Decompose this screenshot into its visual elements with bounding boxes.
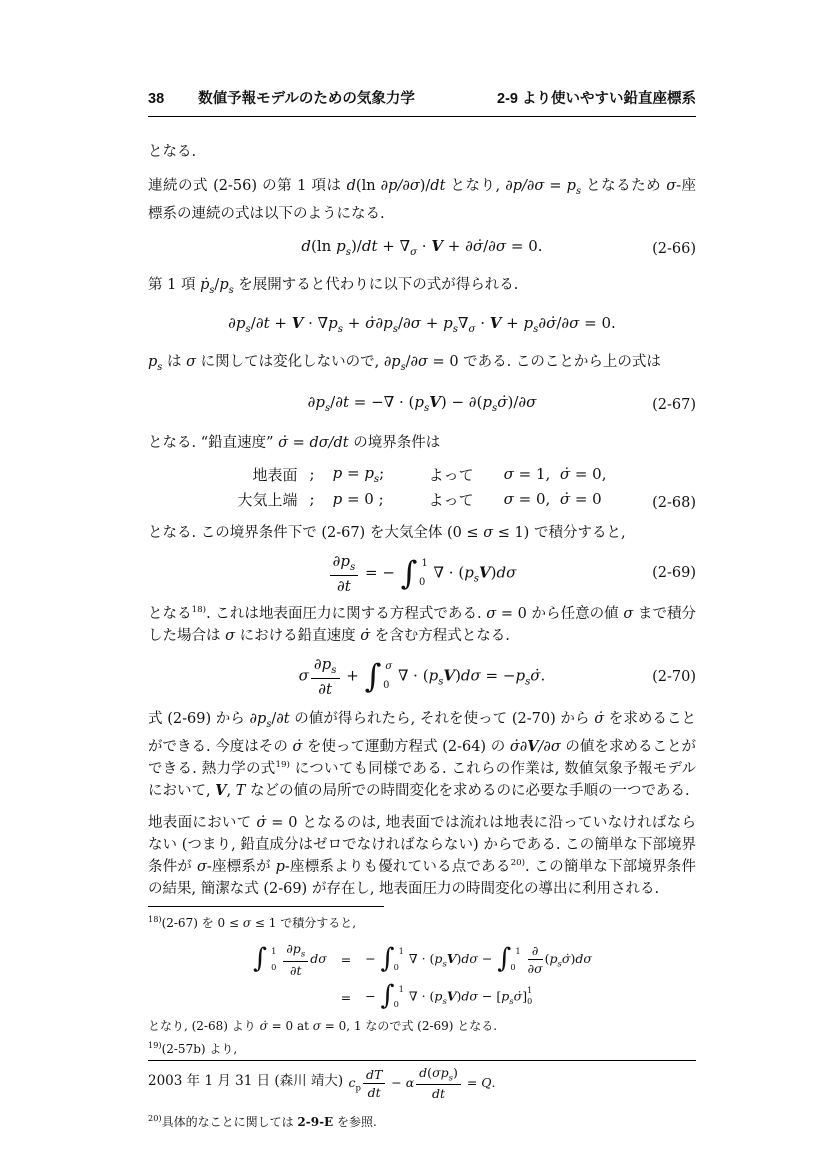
equation-body: d(ln $p_s)/dt + \nabla_\sigma \cdot V$ + ∂σ̇/∂σ = 0.	[301, 236, 543, 258]
equation-rhs: − ∫ 1 0 ∇ · $(p_sV)d\sigma$ − ∫ 1 0 ∂ ∂σ $(p_s\sigmȧ)d\sigma$	[365, 942, 592, 976]
footnote-marker: 18)	[148, 914, 162, 925]
boundary-label: 大気上端	[237, 490, 298, 509]
paragraph-continuity-intro: 連続の式 (2-56) の第 1 項は d(ln ∂p/∂σ)/dt となり, $\partial p/\partial\sigma = p_s$ となるため σ-座標系の連続の式は以下のようになる.	[148, 178, 697, 222]
equation-row	[252, 938, 592, 981]
equation-2-68	[148, 462, 696, 512]
connective: よって	[428, 490, 474, 509]
footnote-marker: 19)	[148, 1039, 162, 1050]
equation-lhs: ∫ 1 0 $\frac{\partial p_s}{\partial t}$ dσ	[253, 941, 327, 978]
header-left-title: 数値予報モデルのための気象力学	[198, 91, 415, 107]
footnote-18-equation	[252, 938, 592, 1015]
equation-number: (2-70)	[652, 668, 696, 685]
boundary-label: 地表面	[252, 465, 298, 484]
boundary-row-top	[238, 487, 607, 512]
equation-row	[252, 981, 592, 1015]
page-header	[148, 90, 696, 117]
equation-2-66	[148, 235, 696, 264]
paragraph-boundary-intro: となる. “鉛直速度” σ̇ = dσ/dt の境界条件は	[148, 434, 441, 451]
footnote-rule	[148, 906, 384, 907]
footer-date: 2003 年 1 月 31 日 (森川 靖大)	[148, 1073, 344, 1089]
equation-number: (2-69)	[652, 565, 696, 582]
paragraph-surface-pressure: となる$^{18)}$. これは地表面圧力に関する方程式である. σ = 0 から任意の値 σ まで積分した場合は σ における鉛直速度 σ̇ を含む方程式となる.	[148, 605, 697, 644]
equation-body: $\partial p_s/\partial t$ = −∇ · $(p_sV)$ − $\partial(p_s\sigmȧ)/\partial\sigma$	[307, 392, 537, 414]
equation-number: (2-68)	[652, 494, 696, 511]
equation-expanded	[148, 312, 696, 341]
boundary-result: σ = 0, σ̇ = 0	[503, 490, 602, 509]
boundary-result: σ = 1, σ̇ = 0,	[503, 465, 607, 484]
page-footer	[148, 1060, 696, 1089]
footnote-20	[148, 1109, 696, 1132]
equation-body: $\frac{\partial p_s}{\partial t}$ = − ∫ 1 0 ∇ · $(p_sV)d\sigma$	[148, 552, 696, 595]
footnote-18	[148, 910, 696, 1036]
footnote-18-tail: となり, (2-68) より σ̇ = 0 at σ = 0, 1 なので式 (2-69) となる.	[148, 1018, 498, 1033]
boundary-row-surface	[238, 462, 607, 487]
page-number: 38	[148, 91, 165, 107]
footnote-19-equation: $c_p$ $\frac{dT}{dt}$ − α $d(\sigma p_s)$ dt = Q.	[348, 1064, 496, 1102]
equation-2-69	[148, 552, 696, 595]
separator: ;	[309, 490, 315, 509]
equation-rhs: − ∫ 1 0 ∇ · $(p_sV)d\sigma$ − $[p_s\sigmȧ]$ 1 0	[365, 980, 533, 1012]
header-right-title: 2-9 より使いやすい鉛直座標系	[497, 91, 696, 107]
footnote-text: (2-57b) より,	[161, 1041, 238, 1056]
footnote-text: (2-67) を 0 ≤ σ ≤ 1 で積分すると,	[161, 916, 357, 931]
paragraph-lower-boundary: 地表面において σ̇ = 0 となるのは, 地表面では流れは地表に沿っていなければならない (つまり, 鉛直成分はゼロでなければならない) からである. この簡単な下部境界条件が σ-座標系が p-座標系よりも優れている点である$^{20)}$. この簡単な下部境界条件の結果, 簡潔な式 (2-69) が存在し, 地表面圧力の時間変化の導出に利用される.	[148, 815, 697, 898]
equation-number: (2-66)	[652, 241, 696, 258]
equation-number: (2-67)	[652, 397, 696, 414]
equals-sign: =	[340, 990, 352, 1006]
boundary-conditions-table	[238, 462, 607, 512]
boundary-condition: p = 0 ;	[332, 490, 384, 509]
equation-2-70	[148, 655, 696, 698]
paragraph-procedure: 式 (2-69) から $\partial p_s/\partial t$ の値が得られたら, それを使って (2-70) から σ̇ を求めることができる. 今度はその σ̇ を使って運動方程式 (2-64) の σ̇∂V/∂σ の値を求めることができる. 熱力学の式$^{19)}$ についても同様である. これらの作業は, 数値気象予報モデルにおいて, V, T などの値の局所での時間変化を求めるのに必要な手順の一つである.	[148, 711, 697, 800]
equation-2-67	[148, 391, 696, 420]
text-column	[148, 90, 696, 1132]
paragraph-ps-constant: $p_s$ は σ に関しては変化しないので, $\partial p_s/\partial\sigma = 0$ である. このことから上の式は	[148, 353, 661, 373]
boundary-condition: $p = p_s$;	[332, 463, 385, 485]
paragraph-integrate-intro: となる. この境界条件下で (2-67) を大気全体 (0 ≤ σ ≤ 1) で積分すると,	[148, 524, 626, 541]
equation-body: $\partial p_s/\partial t + V \cdot \nabla p_s$ + $\sigmȧ\partial p_s/\partial\sigma + p_s\nabla_\sigma \cdot V$ + $p_s\partial\sigmȧ/\partial\sigma = 0$.	[228, 313, 616, 335]
equals-sign: =	[340, 951, 352, 967]
paragraph-expand-term: 第 1 項 $ṗ_s/p_s$ を展開すると代わりに以下の式が得られる.	[148, 276, 519, 296]
footnote-text: 具体的なことに関しては 2-9-E を参照.	[161, 1115, 377, 1130]
separator: ;	[309, 465, 315, 484]
footnote-marker: 20)	[148, 1113, 162, 1124]
equation-body: σ $\frac{\partial p_s}{\partial t}$ + ∫ σ 0 ∇ · $(p_sV)d\sigma$ = $-p_s\sigmȧ$.	[298, 654, 546, 699]
connective: よって	[428, 465, 474, 484]
paragraph-tonaru: となる.	[148, 144, 197, 160]
equation-lhs	[252, 981, 327, 1015]
header-left	[148, 90, 415, 108]
